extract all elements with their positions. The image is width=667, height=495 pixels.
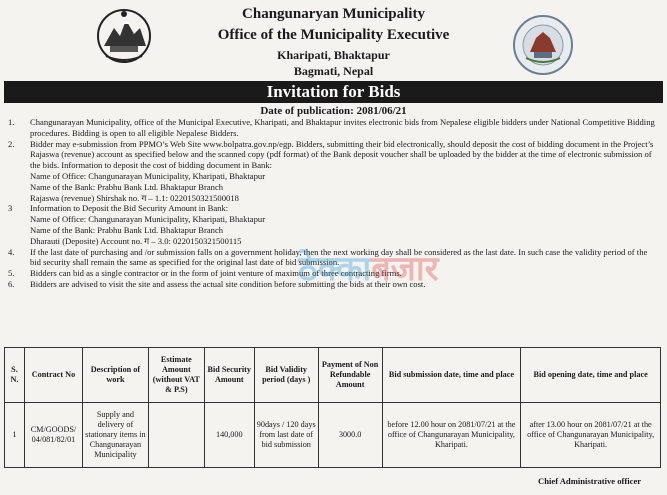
clause-2-bank: Name of the Bank: Prabhu Bank Ltd. Bhaktapur Branch (30, 181, 224, 192)
office-location: Kharipati, Bhaktapur (277, 48, 390, 62)
province-country: Bagmati, Nepal (293, 64, 374, 78)
column-header: Bid opening date, time and place (521, 348, 661, 403)
column-header: Bid submission date, time and place (382, 348, 521, 403)
clause-3-bank: Name of the Bank: Prabhu Bank Ltd. Bhaktapur Branch (30, 224, 224, 235)
clause-text: Bidder may e-submission from PPMO’s Web Site www.bolpatra.gov.np/egp. Bidders, submitting their bid electronically, should deposit the cost of bidding document in the Project’s Rajaswa (revenue) account as specified below and the scanned copy (pdf format) of the Bank deposit voucher shall be uploaded by the bidder at the time of electronic submission of the bids. Information to deposit the cost of bidding document in Bank: (30, 138, 654, 171)
clause-text: If the last date of purchasing and /or submission falls on a government holiday, then the next working day shall be considered as the last date. In such case the validity period of the bid security shall remain the same as specified for the original last date of bid submission. (30, 246, 648, 268)
table-cell: 3000.0 (318, 403, 382, 468)
table-row (5, 403, 661, 468)
table-header-row (5, 348, 661, 403)
table-cell: 140,000 (204, 403, 254, 468)
table-cell: Supply and delivery of stationary items in Changunarayan Municipality (82, 403, 148, 468)
clause-text: Changunarayan Municipality, office of the Municipal Executive, Kharipati, and Bhaktapur invites electronic bids from Nepalese eligible bidders under National Competitive Bidding procedures. Bidding is open to all eligible Nepalese Bidders. (30, 117, 655, 138)
clause-text: Bidders are advised to visit the site and assess the actual site condition before submitting the bids at their own cost. (30, 278, 426, 289)
clause-2 (8, 139, 658, 171)
municipality-name: Changunaryan Municipality (242, 6, 425, 22)
clause-number: 1. (8, 117, 15, 127)
clause-text: Information to Deposit the Bid Security Amount in Bank: (30, 203, 229, 214)
publication-date: Date of publication: 2081/06/21 (260, 105, 407, 117)
watermark-part-2: बजार (371, 249, 439, 289)
clause-3-office: Name of Office: Changunarayan Municipality, Kharipati, Bhaktapur (30, 214, 266, 225)
column-header: Payment of Non Refundable Amount (318, 348, 382, 403)
table-cell: 1 (5, 403, 25, 468)
clause-number: 6. (8, 278, 15, 289)
clause-number: 4. (8, 246, 15, 257)
column-header: Estimate Amount (without VAT & P.S) (148, 348, 204, 403)
clause-3 (8, 203, 658, 214)
clause-number: 3 (8, 203, 13, 214)
clause-2-office: Name of Office: Changunarayan Municipality, Kharipati, Bhaktapur (30, 170, 266, 181)
clause-3-account: Dharauti (Deposite) Account no. ग – 3.0: 0220150321500115 (30, 235, 242, 246)
column-header: Description of work (82, 348, 148, 403)
signatory-title: Chief Administrative officer (538, 476, 642, 486)
table-cell: after 13.00 hour on 2081/07/21 at the office of Changunarayan Municipality, Kharipati. (521, 403, 661, 468)
watermark-logo (298, 244, 439, 290)
column-header: S. N. (5, 348, 25, 403)
table-cell (148, 403, 204, 468)
table-cell: CM/GOODS/ 04/081/82/01 (24, 403, 82, 468)
column-header: Bid Security Amount (204, 348, 254, 403)
clause-text: Bidders can bid as a single contractor or in the form of joint venture of maximum of three contracting firms. (30, 268, 402, 279)
column-header: Contract No (24, 348, 82, 403)
bids-table (4, 347, 661, 468)
clause-number: 2. (8, 138, 15, 149)
clause-2-account: Rajaswa (revenue) Shirshak no. ग – 1.1: 0220150321500018 (30, 192, 239, 203)
table-cell: before 12.00 hour on 2081/07/21 at the office of Changunarayan Municipality, Kharipati. (382, 403, 521, 468)
clause-number: 5. (8, 268, 15, 279)
office-name: Office of the Municipality Executive (217, 27, 450, 43)
table-cell: 90days / 120 days from last date of bid submission (254, 403, 318, 468)
page-title: Invitation for Bids (4, 81, 663, 103)
column-header: Bid Validity period (days ) (254, 348, 318, 403)
clause-1 (8, 117, 658, 139)
watermark-part-1: ठेक्का (298, 249, 372, 289)
